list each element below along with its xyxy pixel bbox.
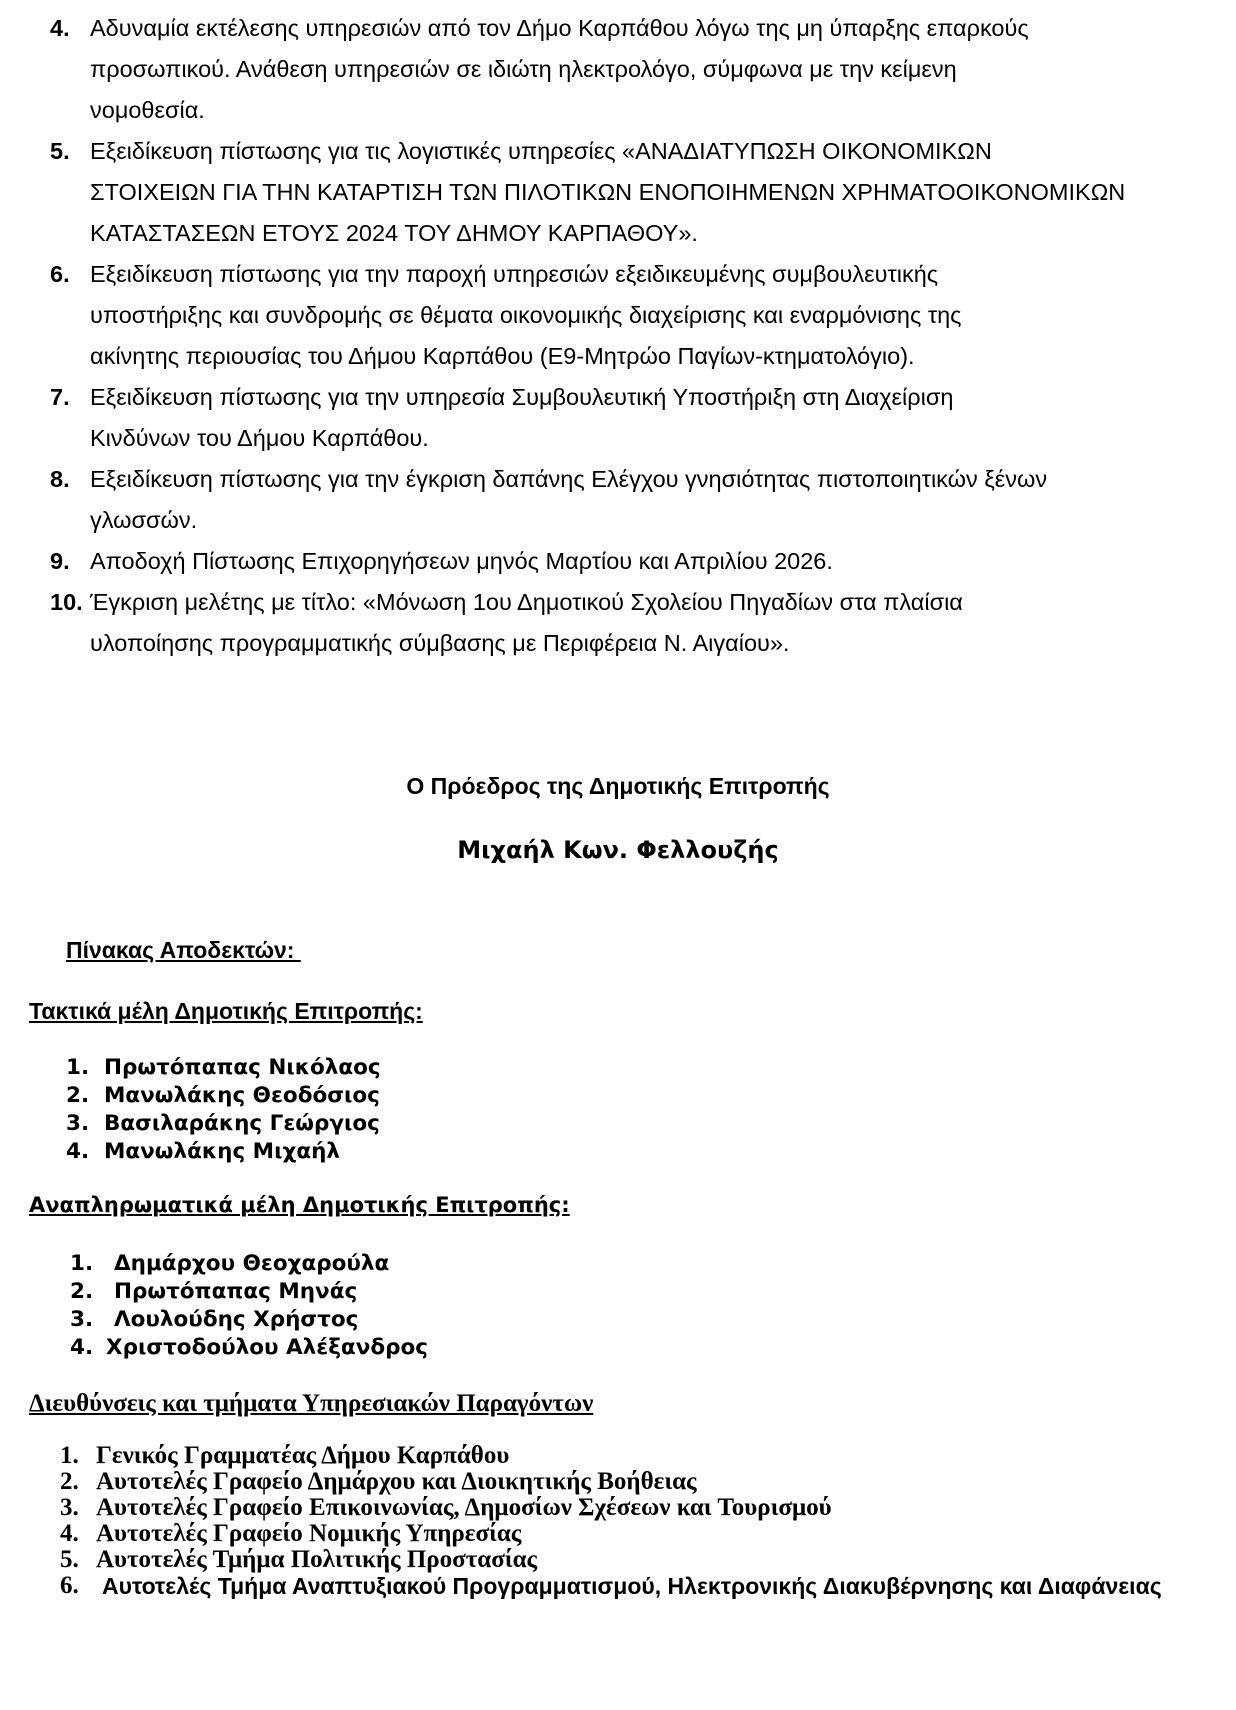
list-number: 4. [70,1335,94,1360]
signature-name: Μιχαήλ Κων. Φελλουζής [457,836,779,864]
text-line: Κινδύνων του Δήμου Καρπάθου. [90,425,429,451]
list-item [70,1306,428,1334]
agenda-item-number: 6. [50,261,70,287]
list-item [70,1250,428,1278]
list-number: 3. [60,1494,79,1521]
agenda-item-text [90,582,1210,664]
text-line: προσωπικού. Ανάθεση υπηρεσιών σε ιδιώτη ηλεκτρολόγο, σύμφωνα με την κείμενη [90,56,957,82]
signature-title: Ο Πρόεδρος της Δημοτικής Επιτροπής [406,773,830,799]
agenda-item-number: 9. [50,548,70,574]
agenda-item-number: 8. [50,466,70,492]
list-number: 3. [66,1111,90,1136]
text-line: Εξειδίκευση πίστωσης για τις λογιστικές υπηρεσίες «ΑΝΑΔΙΑΤΥΠΩΣΗ ΟΙΚΟΝΟΜΙΚΩΝ [90,138,992,164]
agenda-item-text [90,8,1210,131]
list-number: 4. [66,1139,90,1164]
list-item [60,1443,1220,1469]
member-name: Βασιλαράκης Γεώργιος [104,1111,380,1136]
list-number: 1. [70,1251,94,1276]
list-number: 1. [66,1055,90,1080]
department-name: Αυτοτελές Γραφείο Νομικής Υπηρεσίας [96,1520,522,1547]
agenda-item-text [90,254,1210,377]
list-item [66,1082,381,1110]
department-name: Αυτοτελές Τμήμα Αναπτυξιακού Προγραμματισμού, Ηλεκτρονικής Διακυβέρνησης και Διαφάνειας [102,1573,1162,1599]
list-item [60,1573,1220,1599]
member-name: Πρωτόπαπας Νικόλαος [104,1055,381,1080]
agenda-item-10 [50,582,1210,664]
text-line: Εξειδίκευση πίστωσης για την παροχή υπηρεσιών εξειδικευμένης συμβουλευτικής [90,261,939,287]
text-line: ακίνητης περιουσίας του Δήμου Καρπάθου (Ε9-Μητρώο Παγίων-κτηματολόγιο). [90,343,915,369]
member-name: Λουλούδης Χρήστος [114,1307,359,1332]
list-item [66,1110,381,1138]
regular-members-list [66,1054,381,1166]
member-name: Χριστοδούλου Αλέξανδρος [106,1335,429,1360]
department-name: Αυτοτελές Γραφείο Δημάρχου και Διοικητικής Βοήθειας [96,1468,697,1495]
text-line: Αδυναμία εκτέλεσης υπηρεσιών από τον Δήμο Καρπάθου λόγω της μη ύπαρξης επαρκούς [90,15,1029,41]
list-item [60,1495,1220,1521]
departments-list [60,1443,1220,1599]
list-number: 6. [60,1572,79,1599]
list-number: 2. [70,1279,94,1304]
list-item [70,1334,428,1362]
agenda-item-text [90,131,1210,254]
department-name: Αυτοτελές Γραφείο Επικοινωνίας, Δημοσίων Σχέσεων και Τουρισμού [96,1494,832,1521]
text-line: νομοθεσία. [90,97,205,123]
list-number: 1. [60,1442,79,1469]
agenda-item-5 [50,131,1210,254]
agenda-item-7 [50,377,1210,459]
department-name: Αυτοτελές Τμήμα Πολιτικής Προστασίας [96,1546,538,1573]
regular-members-heading: Τακτικά μέλη Δημοτικής Επιτροπής: [29,998,423,1024]
agenda-item-6 [50,254,1210,377]
agenda-item-text [90,377,1210,459]
list-item [66,1138,381,1166]
text-line: Εξειδίκευση πίστωσης για την έγκριση δαπάνης Ελέγχου γνησιότητας πιστοποιητικών ξένων [90,466,1048,492]
recipients-heading: Πίνακας Αποδεκτών: [66,937,301,963]
agenda-item-number: 4. [50,15,70,41]
agenda-item-4 [50,8,1210,131]
substitute-members-list [70,1250,428,1362]
text-line: υλοποίησης προγραμματικής σύμβασης με Περιφέρεια Ν. Αιγαίου». [90,630,790,656]
list-number: 3. [70,1307,94,1332]
list-number: 2. [66,1083,90,1108]
agenda-item-8 [50,459,1210,541]
agenda-item-number: 5. [50,138,70,164]
list-item [60,1547,1220,1573]
member-name: Δημάρχου Θεοχαρούλα [114,1251,390,1276]
agenda-item-9 [50,541,1210,582]
member-name: Μανωλάκης Μιχαήλ [104,1139,341,1164]
list-number: 2. [60,1468,79,1495]
agenda-list [50,8,1210,664]
text-line: γλωσσών. [90,507,198,533]
text-line: Αποδοχή Πίστωσης Επιχορηγήσεων μηνός Μαρτίου και Απριλίου 2026. [90,548,833,574]
agenda-item-text [90,541,1210,582]
agenda-item-number: 10. [50,589,83,615]
substitute-members-heading: Αναπληρωματικά μέλη Δημοτικής Επιτροπής: [29,1193,570,1217]
departments-heading: Διευθύνσεις και τμήματα Υπηρεσιακών Παραγόντων [29,1390,594,1417]
text-line: Έγκριση μελέτης με τίτλο: «Μόνωση 1ου Δημοτικού Σχολείου Πηγαδίων στα πλαίσια [90,589,963,615]
list-item [60,1469,1220,1495]
list-item [70,1278,428,1306]
text-line: υποστήριξης και συνδρομής σε θέματα οικονομικής διαχείρισης και εναρμόνισης της [90,302,962,328]
list-number: 5. [60,1546,79,1573]
text-line: Εξειδίκευση πίστωσης για την υπηρεσία Συμβουλευτική Υποστήριξη στη Διαχείριση [90,384,954,410]
member-name: Πρωτόπαπας Μηνάς [114,1279,358,1304]
list-item [60,1521,1220,1547]
agenda-item-number: 7. [50,384,70,410]
text-line: ΣΤΟΙΧΕΙΩΝ ΓΙΑ ΤΗΝ ΚΑΤΑΡΤΙΣΗ ΤΩΝ ΠΙΛΟΤΙΚΩΝ ΕΝΟΠΟΙΗΜΕΝΩΝ ΧΡΗΜΑΤΟΟΙΚΟΝΟΜΙΚΩΝ [90,179,1126,205]
list-item [66,1054,381,1082]
agenda-item-text [90,459,1210,541]
department-name: Γενικός Γραμματέας Δήμου Καρπάθου [96,1442,510,1469]
text-line: ΚΑΤΑΣΤΑΣΕΩΝ ΕΤΟΥΣ 2024 ΤΟΥ ΔΗΜΟΥ ΚΑΡΠΑΘΟΥ». [90,220,698,246]
list-number: 4. [60,1520,79,1547]
member-name: Μανωλάκης Θεοδόσιος [104,1083,380,1108]
